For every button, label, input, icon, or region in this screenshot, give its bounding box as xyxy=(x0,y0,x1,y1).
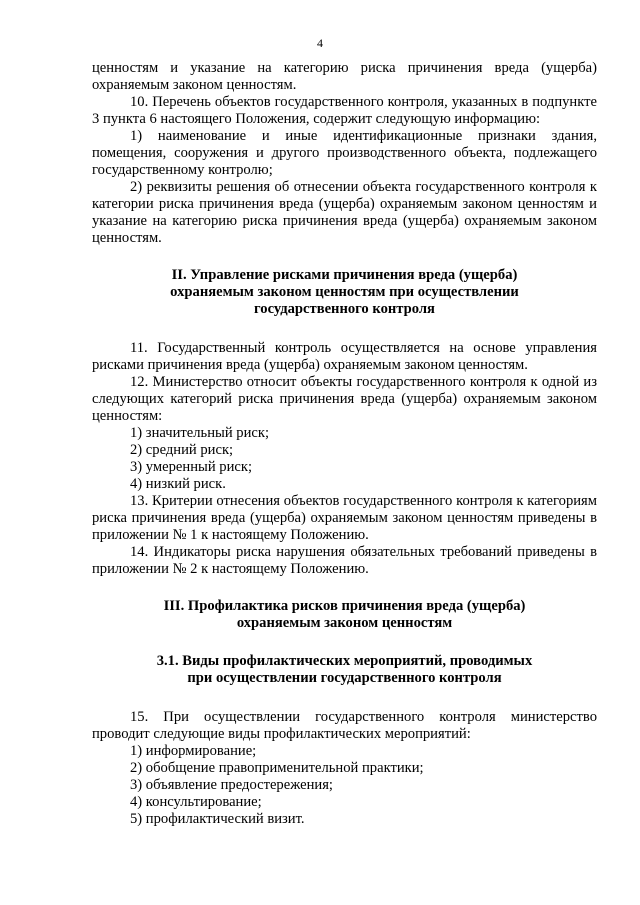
section-2-heading xyxy=(92,267,597,318)
subsection-3-1-title-line-1: 3.1. Виды профилактических мероприятий, проводимых xyxy=(156,653,533,669)
paragraph-15: 15. При осуществлении государственного контроля министерство проводит следующие виды профилактических мероприятий: xyxy=(92,709,597,742)
paragraph-10-item-2: 2) реквизиты решения об отнесении объекта государственного контроля к категории риска причинения вреда (ущерба) охраняемым законом ценностям и указание на категорию риска причинения вреда (ущерба) охраняемым законом ценностям. xyxy=(92,179,597,246)
document-body xyxy=(92,60,597,828)
section-2-title-line-3: государственного контроля xyxy=(254,301,435,317)
list-item: 1) значительный риск; xyxy=(130,425,270,441)
paragraph-continuation: ценностям и указание на категорию риска причинения вреда (ущерба) охраняемым законом ценностям. xyxy=(92,60,597,93)
paragraph-13: 13. Критерии отнесения объектов государственного контроля к категориям риска причинения вреда (ущерба) охраняемым законом ценностям приведены в приложении № 1 к настоящему Положению. xyxy=(92,493,597,543)
paragraph-12: 12. Министерство относит объекты государственного контроля к одной из следующих категорий риска причинения вреда (ущерба) охраняемым законом ценностям: xyxy=(92,374,597,424)
paragraph-10: 10. Перечень объектов государственного контроля, указанных в подпункте 3 пункта 6 настоящего Положения, содержит следующую информацию: xyxy=(92,94,597,127)
section-3-title-line-2: охраняемым законом ценностям xyxy=(236,615,453,631)
list-item: 4) консультирование; xyxy=(130,794,262,810)
list-item: 3) умеренный риск; xyxy=(130,459,253,475)
list-item: 2) средний риск; xyxy=(130,442,234,458)
paragraph-10-item-1: 1) наименование и иные идентификационные признаки здания, помещения, сооружения и другого производственного объекта, подлежащего государственному контролю; xyxy=(92,128,597,178)
section-2-title-line-1: II. Управление рисками причинения вреда (ущерба) xyxy=(171,267,518,283)
risk-category-list xyxy=(92,425,597,493)
section-2-title-line-2: охраняемым законом ценностям при осуществлении xyxy=(170,284,519,300)
page-number: 4 xyxy=(317,36,323,50)
list-item: 2) обобщение правоприменительной практики; xyxy=(130,760,424,776)
section-3-title-line-1: III. Профилактика рисков причинения вреда (ущерба) xyxy=(163,598,526,614)
subsection-3-1-title-line-2: при осуществлении государственного контроля xyxy=(187,670,502,686)
list-item: 1) информирование; xyxy=(130,743,257,759)
list-item: 4) низкий риск. xyxy=(130,476,226,492)
paragraph-11: 11. Государственный контроль осуществляется на основе управления рисками причинения вреда (ущерба) охраняемым законом ценностям. xyxy=(92,340,597,373)
section-3-heading xyxy=(92,598,597,632)
list-item: 3) объявление предостережения; xyxy=(130,777,333,793)
preventive-measures-list xyxy=(92,743,597,828)
subsection-3-1-heading xyxy=(92,653,597,687)
paragraph-14: 14. Индикаторы риска нарушения обязательных требований приведены в приложении № 2 к настоящему Положению. xyxy=(92,544,597,577)
list-item: 5) профилактический визит. xyxy=(130,811,305,827)
